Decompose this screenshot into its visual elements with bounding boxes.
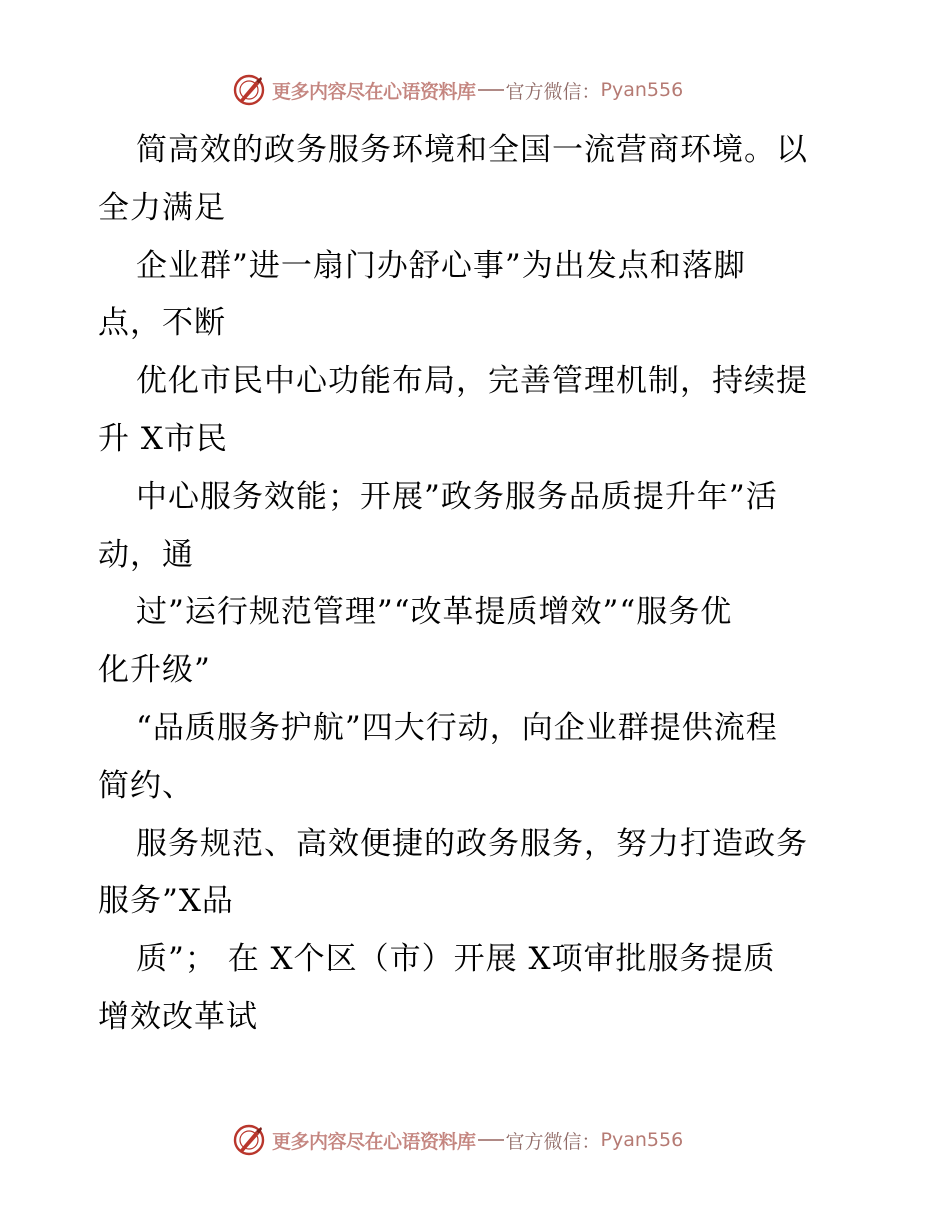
banner-official-label: 官方微信： xyxy=(505,80,601,103)
body-line: 服务规范、高效便捷的政务服务，努力打造政务 xyxy=(136,825,808,862)
body-line: 简约、 xyxy=(98,767,194,804)
footer-banner xyxy=(232,1121,683,1159)
banner-lead-text: 更多内容尽在心语资料库 xyxy=(272,80,476,103)
body-line: 化升级” xyxy=(98,652,211,689)
body-line: 质”； 在 X个区（市）开展 X项审批服务提质 xyxy=(136,941,776,978)
body-line: 过”运行规范管理”“改革提质增效”“服务优 xyxy=(136,594,733,631)
body-line: 点，不断 xyxy=(98,305,226,342)
banner-wechat-id: Pyan556 xyxy=(600,1129,684,1151)
document-body xyxy=(98,122,858,1047)
banner-wechat-id: Pyan556 xyxy=(600,79,684,101)
body-line: “品质服务护航”四大行动，向企业群提供流程 xyxy=(136,709,778,746)
banner-official-label: 官方微信： xyxy=(505,1130,601,1153)
body-line: 增效改革试 xyxy=(98,998,258,1035)
body-line: 中心服务效能；开展”政务服务品质提升年”活 xyxy=(136,478,778,515)
body-line: 企业群”进一扇门办舒心事”为出发点和落脚 xyxy=(136,247,746,284)
body-line: 服务”X品 xyxy=(98,883,234,920)
header-banner xyxy=(232,71,683,109)
body-line: 动，通 xyxy=(98,536,194,573)
body-line: 升 X市民 xyxy=(98,420,228,457)
quill-pen-seal-icon xyxy=(232,1123,266,1157)
body-line: 优化市民中心功能布局，完善管理机制，持续提 xyxy=(136,363,808,400)
banner-lead-text: 更多内容尽在心语资料库 xyxy=(272,1130,476,1153)
quill-pen-seal-icon xyxy=(232,73,266,107)
body-line: 全力满足 xyxy=(98,189,226,226)
banner-dash xyxy=(478,1139,504,1141)
body-line: 简高效的政务服务环境和全国一流营商环境。以 xyxy=(136,132,808,168)
banner-dash xyxy=(478,89,504,91)
